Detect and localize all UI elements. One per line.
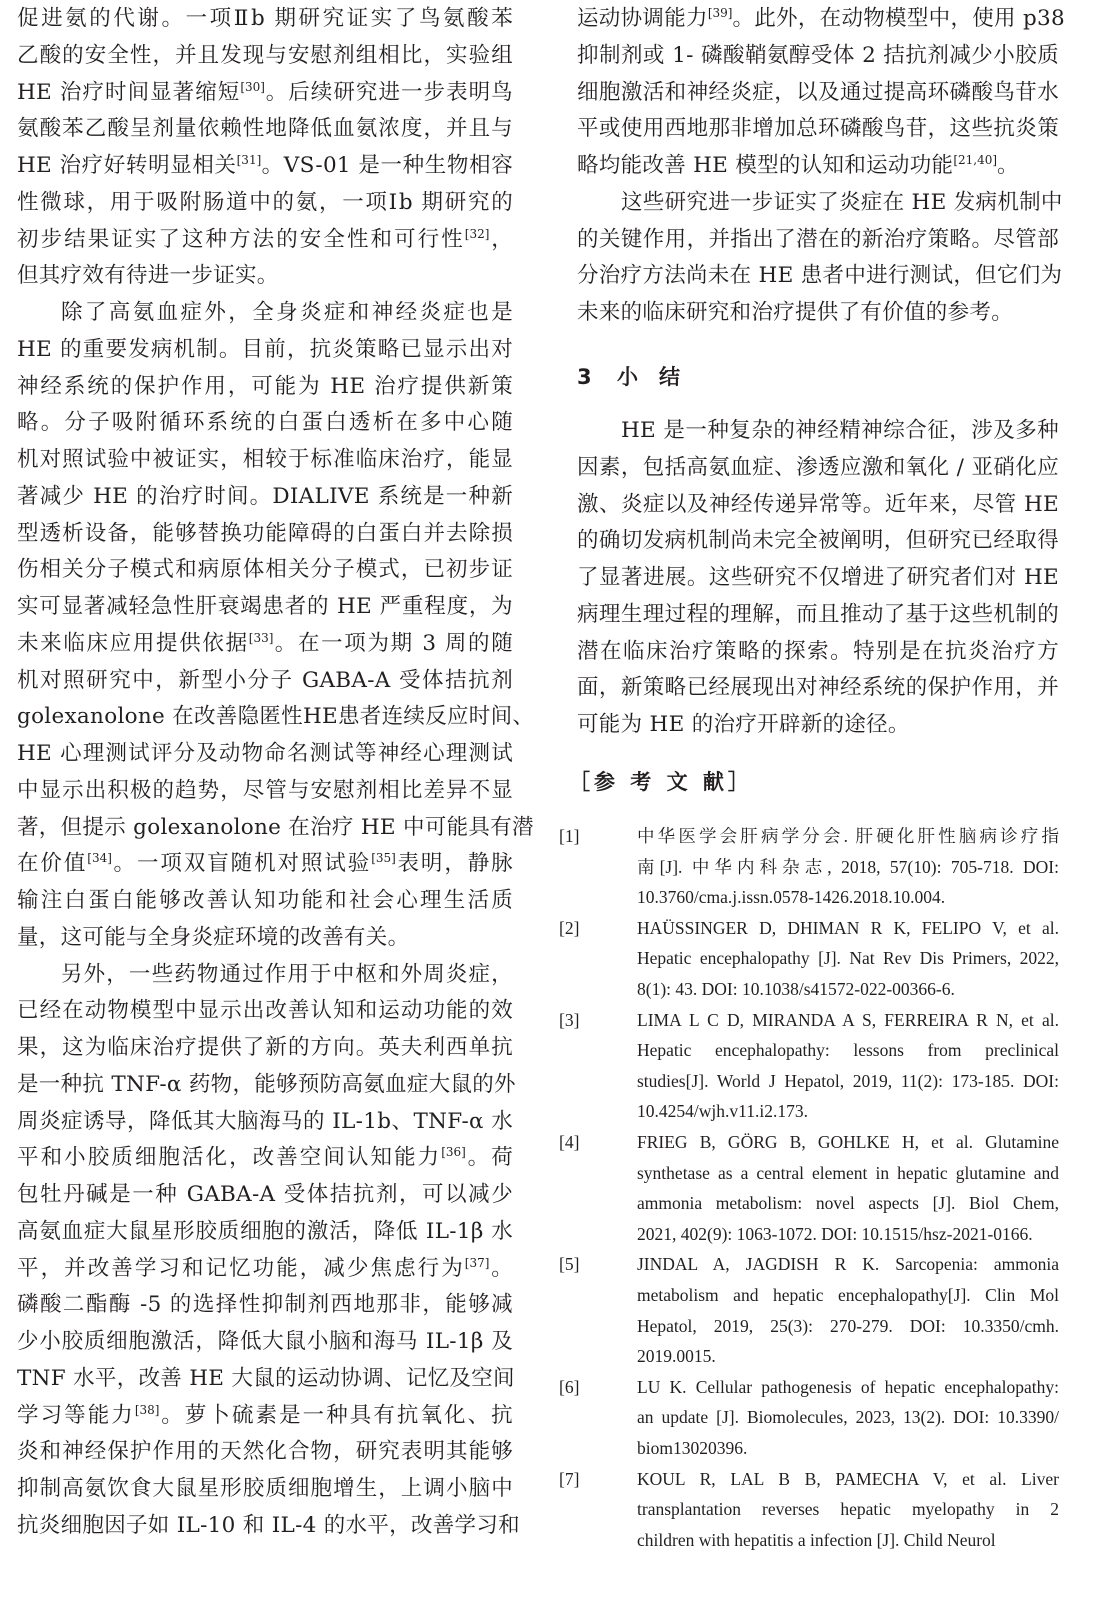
line-text: 。在一项为期 3 周的随 xyxy=(273,630,513,656)
text-line xyxy=(17,739,513,769)
text-line xyxy=(17,335,513,365)
text-line xyxy=(577,673,1059,703)
section-heading xyxy=(577,362,701,392)
reference-number: [6] xyxy=(559,1376,580,1397)
text-line xyxy=(17,555,513,585)
text-line xyxy=(17,960,513,990)
line-text: 型透析设备，能够替换功能障碍的白蛋白并去除损 xyxy=(17,520,513,546)
line-text: 这些研究进一步证实了炎症在 HE 发病机制中 xyxy=(621,189,1063,215)
line-text: 面，新策略已经展现出对神经系统的保护作用，并 xyxy=(577,675,1059,701)
line-text: 除了高氨血症外，全身炎症和神经炎症也是 xyxy=(61,300,513,325)
citation-marker[interactable]: [36] xyxy=(441,1145,466,1160)
line-text: 抑制剂或 1- 磷酸鞘氨醇受体 2 拮抗剂减少小胶质 xyxy=(577,42,1059,68)
reference-number: [4] xyxy=(559,1132,580,1152)
reference-text-line: 10.3760/cma.j.issn.0578-1426.2018.10.004. xyxy=(637,887,946,908)
line-text: 。 xyxy=(489,1255,513,1281)
line-text: golexanolone 在改善隐匿性HE患者连续反应时间、 xyxy=(17,704,535,730)
citation-marker[interactable]: [38] xyxy=(134,1402,160,1417)
line-text: 未来临床应用提供依据 xyxy=(17,630,249,656)
line-text: 促进氨的代谢。一项Ⅱb 期研究证实了鸟氨酸苯 xyxy=(17,6,513,31)
text-line xyxy=(577,637,1059,667)
line-text: 病理生理过程的理解，而且推动了基于这些机制的 xyxy=(577,601,1059,627)
line-text: 。 xyxy=(997,153,1019,178)
references-heading: ［参 考 文 献］ xyxy=(569,770,753,794)
text-line xyxy=(17,1217,513,1247)
line-text: 平或使用西地那非增加总环磷酸鸟苷，这些抗炎策 xyxy=(577,116,1059,142)
reference-text-line: FRIEG B, GÖRG B, GOHLKE H, et al. Glutamine xyxy=(637,1132,1059,1152)
line-text: 但其疗效有待进一步证实。 xyxy=(17,263,279,289)
reference-text-line: biom13020396. xyxy=(637,1437,748,1458)
reference-text-line: HAÜSSINGER D, DHIMAN R K, FELIPO V, et al. xyxy=(637,917,1059,938)
reference-text-line: 2021, 402(9): 1063-1072. DOI: 10.1515/hsz-2021-0166. xyxy=(637,1223,1033,1244)
line-text: 高氨血症大鼠星形胶质细胞的激活，降低 IL-1β 水 xyxy=(17,1218,513,1244)
text-line xyxy=(577,78,1059,108)
line-text: 因素，包括高氨血症、渗透应激和氧化 / 亚硝化应 xyxy=(577,454,1059,480)
reference-text-line: Hepatol, 2019, 25(3): 270-279. DOI: 10.3350/cmh. xyxy=(637,1315,1059,1336)
text-line xyxy=(17,1511,520,1541)
line-text: 。一项双盲随机对照试验 xyxy=(111,851,372,877)
text-line xyxy=(17,1070,516,1100)
text-line xyxy=(17,41,513,71)
text-line xyxy=(577,453,1059,483)
line-text: 另外，一些药物通过作用于中枢和外周炎症， xyxy=(61,961,513,987)
section-number: 3 xyxy=(577,365,592,389)
text-line xyxy=(577,600,1059,630)
line-text: 少小胶质细胞激活，降低大鼠小脑和海马 IL-1β 及 xyxy=(17,1329,513,1354)
text-line xyxy=(577,563,1059,593)
line-text: 可能为 HE 的治疗开辟新的途径。 xyxy=(577,712,910,737)
reference-text-line: Hepatic encephalopathy: lessons from preclinical xyxy=(637,1040,1059,1061)
line-text: 输注白蛋白能够改善认知功能和社会心理生活质 xyxy=(17,888,513,913)
citation-marker[interactable]: [35] xyxy=(371,851,396,866)
text-line xyxy=(17,702,535,732)
citation-marker[interactable]: [31] xyxy=(236,153,262,167)
line-text: 抑制高氨饮食大鼠星形胶质细胞增生，上调小脑中 xyxy=(17,1476,513,1501)
citation-marker[interactable]: [37] xyxy=(464,1255,490,1270)
text-line xyxy=(17,372,513,402)
line-text: 。此外，在动物模型中，使用 p38 xyxy=(732,6,1066,31)
line-text: 中显示出积极的趋势，尽管与安慰剂相比差异不显 xyxy=(17,777,513,803)
line-text: 表明，静脉 xyxy=(395,851,513,877)
text-line xyxy=(577,151,1059,181)
line-text: 激、炎症以及神经传递异常等。近年来，尽管 HE xyxy=(577,491,1059,517)
reference-number: [3] xyxy=(559,1009,580,1030)
text-line xyxy=(17,445,513,475)
line-text: 的确切发病机制尚未完全被阐明，但研究已经取得 xyxy=(577,528,1059,554)
text-line xyxy=(17,996,513,1026)
line-text: 著减少 HE 的治疗时间。DIALIVE 系统是一种新 xyxy=(17,483,513,509)
reference-text-line: 2019.0015. xyxy=(637,1346,716,1367)
line-text: 包牡丹碱是一种 GABA-A 受体拮抗剂，可以减少 xyxy=(17,1182,513,1207)
text-line xyxy=(17,408,513,438)
line-text: 机对照试验中被证实，相较于标准临床治疗，能显 xyxy=(17,447,513,472)
line-text: 分治疗方法尚未在 HE 患者中进行测试，但它们为 xyxy=(577,263,1063,289)
text-line xyxy=(17,482,513,512)
line-text: 。后续研究进一步表明鸟 xyxy=(264,79,513,105)
text-line xyxy=(17,1290,513,1320)
text-line xyxy=(577,4,1066,34)
line-text: 。VS-01 是一种生物相容 xyxy=(261,153,513,178)
text-line xyxy=(17,776,513,806)
reference-text-line: studies[J]. World J Hepatol, 2019, 11(2): 173-185. DOI: xyxy=(637,1070,1059,1091)
text-line xyxy=(17,1401,513,1431)
line-text: 初步结果证实了这种方法的安全性和可行性 xyxy=(17,226,465,252)
text-line xyxy=(17,1327,513,1357)
text-line xyxy=(17,188,513,218)
line-text: 在价值 xyxy=(17,851,88,877)
reference-text-line: 中华医学会肝病学分会. 肝硬化肝性脑病诊疗指 xyxy=(637,826,1059,846)
line-text: HE 治疗时间显著缩短 xyxy=(17,79,241,105)
line-text: 机对照研究中，新型小分子 GABA-A 受体拮抗剂 xyxy=(17,667,513,693)
text-line xyxy=(17,1143,513,1173)
citation-marker[interactable]: [33] xyxy=(248,630,274,645)
section-title-char: 结 xyxy=(659,365,680,389)
text-line xyxy=(577,188,1063,218)
text-line xyxy=(17,813,534,843)
text-line xyxy=(17,886,513,916)
line-text: 是一种抗 TNF-α 药物，能够预防高氨血症大鼠的外 xyxy=(17,1071,516,1097)
line-text: 已经在动物模型中显示出改善认知和运动功能的效 xyxy=(17,998,513,1024)
line-text: HE 的重要发病机制。目前，抗炎策略已显示出对 xyxy=(17,336,513,362)
text-line xyxy=(17,298,513,328)
text-line xyxy=(577,261,1063,291)
reference-number: [1] xyxy=(559,826,580,846)
reference-text-line: LU K. Cellular pathogenesis of hepatic encephalopathy: xyxy=(637,1376,1059,1397)
line-text: 乙酸的安全性，并且发现与安慰剂组相比，实验组 xyxy=(17,42,513,68)
reference-text-line: 南[J]. 中华内科杂志, 2018, 57(10): 705-718. DOI: xyxy=(637,856,1059,877)
line-text: 了显著进展。这些研究不仅增进了研究者们对 HE xyxy=(577,565,1059,590)
text-line xyxy=(17,78,513,108)
text-line xyxy=(577,526,1059,556)
line-text: 潜在临床治疗策略的探索。特别是在抗炎治疗方 xyxy=(577,638,1059,664)
line-text: 。荷 xyxy=(465,1145,513,1171)
text-line xyxy=(577,490,1059,520)
reference-text-line: ammonia metabolism: novel aspects [J]. Biol Chem, xyxy=(637,1193,1059,1214)
reference-text-line: JINDAL A, JAGDISH R K. Sarcopenia: ammonia xyxy=(637,1254,1059,1275)
text-line xyxy=(17,1107,513,1137)
text-line xyxy=(17,1474,513,1504)
line-text: 伤相关分子模式和病原体相关分子模式，已初步证 xyxy=(17,557,513,583)
citation-marker[interactable]: [21,40] xyxy=(953,153,998,167)
line-text: TNF 水平，改善 HE 大鼠的运动协调、记忆及空间 xyxy=(17,1365,515,1391)
citation-marker[interactable]: [32] xyxy=(464,226,490,241)
text-line xyxy=(17,4,513,34)
line-text: 的关键作用，并指出了潜在的新治疗策略。尽管部 xyxy=(577,226,1059,252)
text-line xyxy=(17,629,513,659)
reference-text-line: Hepatic encephalopathy [J]. Nat Rev Dis Primers, 2022, xyxy=(637,948,1059,969)
reference-text-line: synthetase as a central element in hepatic glutamine and xyxy=(637,1162,1059,1183)
line-text: 磷酸二酯酶 -5 的选择性抑制剂西地那非，能够减 xyxy=(17,1292,513,1318)
text-line xyxy=(17,114,513,144)
line-text: 实可显著减轻急性肝衰竭患者的 HE 严重程度，为 xyxy=(17,594,513,619)
text-line xyxy=(17,519,513,549)
line-text: 细胞激活和神经炎症，以及通过提高环磷酸鸟苷水 xyxy=(577,79,1059,105)
text-line xyxy=(577,416,1059,446)
line-text: HE 是一种复杂的神经精神综合征，涉及多种 xyxy=(621,418,1059,443)
text-line xyxy=(17,1180,513,1210)
text-line xyxy=(577,114,1059,144)
line-text: 运动协调能力 xyxy=(577,6,708,31)
line-text: 略。分子吸附循环系统的白蛋白透析在多中心随 xyxy=(17,410,513,436)
line-text: ， xyxy=(489,226,513,252)
reference-text-line: 10.4254/wjh.v11.i2.173. xyxy=(637,1101,808,1122)
citation-marker[interactable]: [39] xyxy=(707,6,733,20)
line-text: 著，但提示 golexanolone 在治疗 HE 中可能具有潜 xyxy=(17,814,534,840)
line-text: 炎和神经保护作用的天然化合物，研究表明其能够 xyxy=(17,1439,513,1465)
text-line xyxy=(17,1033,513,1063)
text-line xyxy=(17,1437,513,1467)
line-text: 量，这可能与全身炎症环境的改善有关。 xyxy=(17,924,410,950)
text-line xyxy=(577,298,1059,328)
text-line xyxy=(17,261,513,291)
text-line xyxy=(17,225,513,255)
reference-number: [2] xyxy=(559,917,580,938)
line-text: 性微球，用于吸附肠道中的氨，一项Ⅰb 期研究的 xyxy=(17,189,513,215)
line-text: 抗炎细胞因子如 IL-10 和 IL-4 的水平，改善学习和 xyxy=(17,1512,520,1538)
reference-number: [7] xyxy=(559,1468,580,1489)
line-text: HE 治疗好转明显相关 xyxy=(17,153,237,178)
line-text: 果，这为临床治疗提供了新的方向。英夫利西单抗 xyxy=(17,1035,513,1060)
citation-marker[interactable]: [34] xyxy=(87,851,112,866)
reference-text-line: 8(1): 43. DOI: 10.1038/s41572-022-00366-6. xyxy=(637,978,955,999)
reference-number: [5] xyxy=(559,1254,580,1275)
reference-text-line: KOUL R, LAL B B, PAMECHA V, et al. Liver xyxy=(637,1468,1059,1489)
text-line xyxy=(17,666,513,696)
text-line xyxy=(17,923,513,953)
reference-text-line: LIMA L C D, MIRANDA A S, FERREIRA R N, et al. xyxy=(637,1009,1059,1030)
reference-text-line: transplantation reverses hepatic myelopathy in 2 xyxy=(637,1499,1059,1520)
reference-text-line: children with hepatitis a infection [J]. Child Neurol xyxy=(637,1529,996,1550)
text-line xyxy=(577,225,1059,255)
line-text: 学习等能力 xyxy=(17,1402,135,1428)
text-line xyxy=(17,592,513,622)
line-text: 略均能改善 HE 模型的认知和运动功能 xyxy=(577,153,954,178)
line-text: HE 心理测试评分及动物命名测试等神经心理测试 xyxy=(17,741,513,766)
line-text: 未来的临床研究和治疗提供了有价值的参考。 xyxy=(577,300,1014,325)
text-line xyxy=(17,1364,513,1394)
text-line xyxy=(577,710,1059,740)
line-text: 周炎症诱导，降低其大脑海马的 IL-1b、TNF-α 水 xyxy=(17,1108,513,1134)
text-line xyxy=(17,151,513,181)
line-text: 平和小胶质细胞活化，改善空间认知能力 xyxy=(17,1145,442,1171)
citation-marker[interactable]: [30] xyxy=(240,79,265,94)
line-text: 。萝卜硫素是一种具有抗氧化、抗 xyxy=(159,1402,513,1428)
section-title-char: 小 xyxy=(617,365,638,389)
line-text: 氨酸苯乙酸呈剂量依赖性地降低血氨浓度，并且与 xyxy=(17,116,513,142)
line-text: 平，并改善学习和记忆功能，减少焦虑行为 xyxy=(17,1255,465,1281)
text-line xyxy=(17,1254,513,1284)
text-line xyxy=(17,849,513,879)
line-text: 神经系统的保护作用，可能为 HE 治疗提供新策 xyxy=(17,373,513,399)
reference-text-line: an update [J]. Biomolecules, 2023, 13(2). DOI: 10.3390/ xyxy=(637,1407,1059,1428)
reference-text-line: metabolism and hepatic encephalopathy[J]. Clin Mol xyxy=(637,1284,1059,1305)
text-line xyxy=(577,41,1059,71)
